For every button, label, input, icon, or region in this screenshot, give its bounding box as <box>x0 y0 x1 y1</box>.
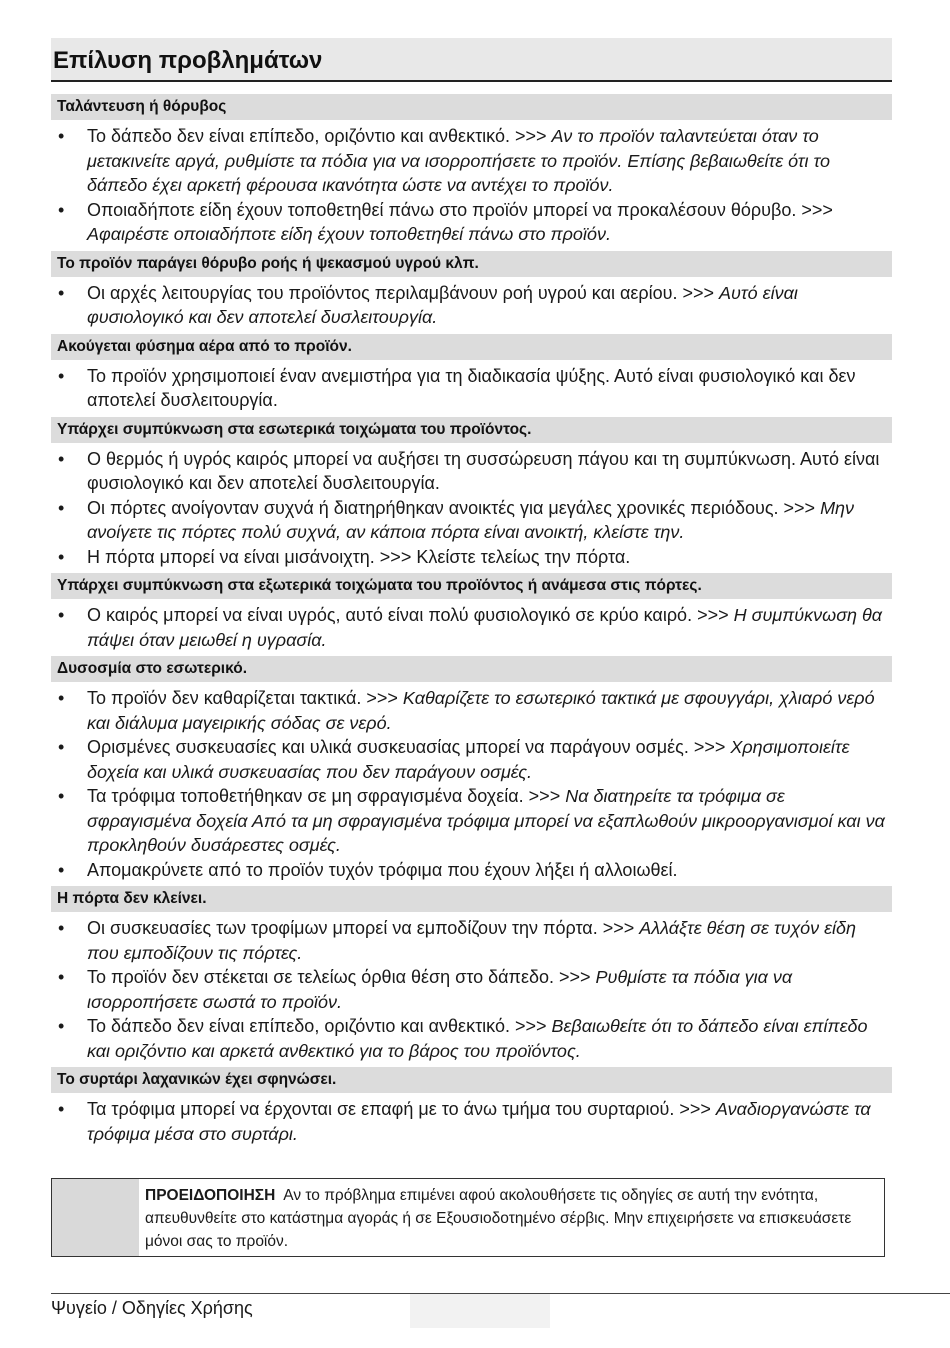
list-item <box>51 603 892 652</box>
page-number-box <box>410 1294 550 1328</box>
bullet-icon: • <box>58 1099 65 1119</box>
warning-text-block <box>139 1179 884 1256</box>
list-item <box>51 858 892 883</box>
bullet-icon: • <box>58 199 65 220</box>
footer-text: Ψυγείο / Οδηγίες Χρήσης <box>51 1298 253 1318</box>
item-text: Οι συσκευασίες των τροφίμων μπορεί να εμποδίζουν την πόρτα. >>> <box>87 918 640 938</box>
item-remedy-text: Να διατηρείτε τα τρόφιμα σε σφραγισμένα δοχεία Από τα μη σφραγισμένα τρόφιμα μπορεί να εξαπλωθούν μικροοργανισμοί και να προκληθούν δυσάρεστες οσμές. <box>87 786 885 855</box>
item-remedy-text: Βεβαιωθείτε ότι το δάπεδο είναι επίπεδο και οριζόντιο και αρκετά ανθεκτικό για το βάρος του προϊόντος. <box>87 1016 868 1061</box>
section-list <box>51 686 892 882</box>
list-item <box>51 1097 892 1146</box>
item-remedy-text: Αν το προϊόν ταλαντεύεται όταν το μετακινείτε αργά, ρυθμίστε τα πόδια για να ισορροπήσετε το προϊόν. Επίσης βεβαιωθείτε ότι το δάπεδο έχει αρκετή φέρουσα ικανότητα ώστε να αντέχει το προϊόν. <box>87 126 831 195</box>
item-remedy-text: Αυτό είναι φυσιολογικό και δεν αποτελεί δυσλειτουργία. <box>87 282 798 327</box>
bullet-icon: • <box>58 605 65 625</box>
bullet-icon: • <box>58 688 65 708</box>
warning-side-panel <box>52 1179 139 1256</box>
item-text: Η πόρτα μπορεί να είναι μισάνοιχτη. >>> Κλείστε τελείως την πόρτα. <box>87 546 631 567</box>
section-heading: Το προϊόν παράγει θόρυβο ροής ή ψεκασμού υγρού κλπ. <box>51 251 892 277</box>
item-text: Οι πόρτες ανοίγονταν συχνά ή διατηρήθηκαν ανοικτές για μεγάλες χρονικές περιόδους. >>> <box>87 497 821 518</box>
section-list <box>51 1097 892 1146</box>
list-item <box>51 965 892 1014</box>
section-heading: Το συρτάρι λαχανικών έχει σφηνώσει. <box>51 1067 892 1093</box>
troubleshooting-sections <box>51 94 892 1146</box>
section-heading: Υπάρχει συμπύκνωση στα εσωτερικά τοιχώματα του προϊόντος. <box>51 417 892 443</box>
item-text: Το προϊόν δεν καθαρίζεται τακτικά. >>> <box>87 688 403 708</box>
section-heading: Ακούγεται φύσημα αέρα από το προϊόν. <box>51 334 892 360</box>
item-text: Οποιαδήποτε είδη έχουν τοποθετηθεί πάνω στο προϊόν μπορεί να προκαλέσουν θόρυβο. >>> <box>87 199 833 220</box>
section-heading: Δυσοσμία στο εσωτερικό. <box>51 656 892 682</box>
bullet-icon: • <box>58 737 65 757</box>
bullet-icon: • <box>58 786 65 806</box>
section-heading: Η πόρτα δεν κλείνει. <box>51 886 892 912</box>
item-text: Το δάπεδο δεν είναι επίπεδο, οριζόντιο και ανθεκτικό. >>> <box>87 126 552 146</box>
list-item <box>51 447 892 496</box>
item-remedy-text: Χρησιμοποιείτε δοχεία και υλικά συσκευασίας που δεν παράγουν οσμές. <box>87 737 850 782</box>
item-text: Απομακρύνετε από το προϊόν τυχόν τρόφιμα που έχουν λήξει ή αλλοιωθεί. <box>87 859 678 880</box>
list-item <box>51 916 892 965</box>
list-item <box>51 364 892 413</box>
warning-label: ΠΡΟΕΙΔΟΠΟΙΗΣΗ <box>145 1187 276 1204</box>
bullet-icon: • <box>58 1016 65 1036</box>
bullet-icon: • <box>58 126 65 146</box>
item-text: Ο θερμός ή υγρός καιρός μπορεί να αυξήσει τη συσσώρευση πάγου και τη συμπύκνωση. Αυτό είναι φυσιολογικό και δεν αποτελεί δυσλειτουργία. <box>87 448 880 493</box>
item-remedy-text: Αλλάξτε θέση σε τυχόν είδη που εμποδίζουν τις πόρτες. <box>87 918 857 963</box>
bullet-icon: • <box>58 497 65 518</box>
bullet-icon: • <box>58 918 65 938</box>
bullet-icon: • <box>58 365 65 386</box>
list-item <box>51 735 892 784</box>
section-heading: Ταλάντευση ή θόρυβος <box>51 94 892 120</box>
section-list <box>51 364 892 413</box>
item-text: Ορισμένες συσκευασίες και υλικά συσκευασίας μπορεί να παράγουν οσμές. >>> <box>87 737 731 757</box>
warning-box <box>51 1178 885 1257</box>
list-item <box>51 198 892 247</box>
section-heading: Υπάρχει συμπύκνωση στα εξωτερικά τοιχώματα του προϊόντος ή ανάμεσα στις πόρτες. <box>51 573 892 599</box>
section-list <box>51 124 892 247</box>
bullet-icon: • <box>58 448 65 469</box>
item-text: Το προϊόν δεν στέκεται σε τελείως όρθια θέση στο δάπεδο. >>> <box>87 967 596 987</box>
list-item <box>51 496 892 545</box>
item-remedy-text: Ρυθμίστε τα πόδια για να ισορροπήσετε σωστά το προϊόν. <box>87 967 793 1012</box>
item-text: Οι αρχές λειτουργίας του προϊόντος περιλαμβάνουν ροή υγρού και αερίου. >>> <box>87 282 720 303</box>
item-text: Το προϊόν χρησιμοποιεί έναν ανεμιστήρα για τη διαδικασία ψύξης. Αυτό είναι φυσιολογικό και δεν αποτελεί δυσλειτουργία. <box>87 365 856 410</box>
list-item <box>51 1014 892 1063</box>
bullet-icon: • <box>58 967 65 987</box>
item-text: Το δάπεδο δεν είναι επίπεδο, οριζόντιο και ανθεκτικό. >>> <box>87 1016 552 1036</box>
item-remedy-text: Αναδιοργανώστε τα τρόφιμα μέσα στο συρτάρι. <box>87 1099 871 1144</box>
list-item <box>51 686 892 735</box>
item-text: Τα τρόφιμα τοποθετήθηκαν σε μη σφραγισμένα δοχεία. >>> <box>87 786 566 806</box>
item-text: Ο καιρός μπορεί να είναι υγρός, αυτό είναι πολύ φυσιολογικό σε κρύο καιρό. >>> <box>87 605 734 625</box>
section-list <box>51 447 892 570</box>
item-remedy-text: Μην ανοίγετε τις πόρτες πολύ συχνά, αν κάποια πόρτα είναι ανοικτή, κλείστε την. <box>87 497 855 542</box>
item-remedy-text: Η συμπύκνωση θα πάψει όταν μειωθεί η υγρασία. <box>87 605 883 650</box>
section-list <box>51 603 892 652</box>
bullet-icon: • <box>58 859 65 880</box>
item-text: Τα τρόφιμα μπορεί να έρχονται σε επαφή με το άνω τμήμα του συρταριού. >>> <box>87 1099 716 1119</box>
list-item <box>51 281 892 330</box>
bullet-icon: • <box>58 546 65 567</box>
item-remedy-text: Αφαιρέστε οποιαδήποτε είδη έχουν τοποθετηθεί πάνω στο προϊόν. <box>87 224 611 244</box>
list-item <box>51 124 892 198</box>
list-item <box>51 784 892 858</box>
page-title: Επίλυση προβλημάτων <box>51 38 892 82</box>
item-remedy-text: Καθαρίζετε το εσωτερικό τακτικά με σφουγγάρι, χλιαρό νερό και διάλυμα μαγειρικής σόδας σε νερό. <box>87 688 875 733</box>
section-list <box>51 916 892 1063</box>
list-item <box>51 545 892 570</box>
section-list <box>51 281 892 330</box>
bullet-icon: • <box>58 282 65 303</box>
warning-text: Αν το πρόβλημα επιμένει αφού ακολουθήσετε τις οδηγίες σε αυτή την ενότητα, απευθυνθείτε στο κατάστημα αγοράς ή σε Εξουσιοδοτημένο σέρβις. Μην επιχειρήσετε να επισκευάσετε μόνοι σας το προϊόν. <box>145 1187 852 1250</box>
document-page <box>51 38 892 1150</box>
